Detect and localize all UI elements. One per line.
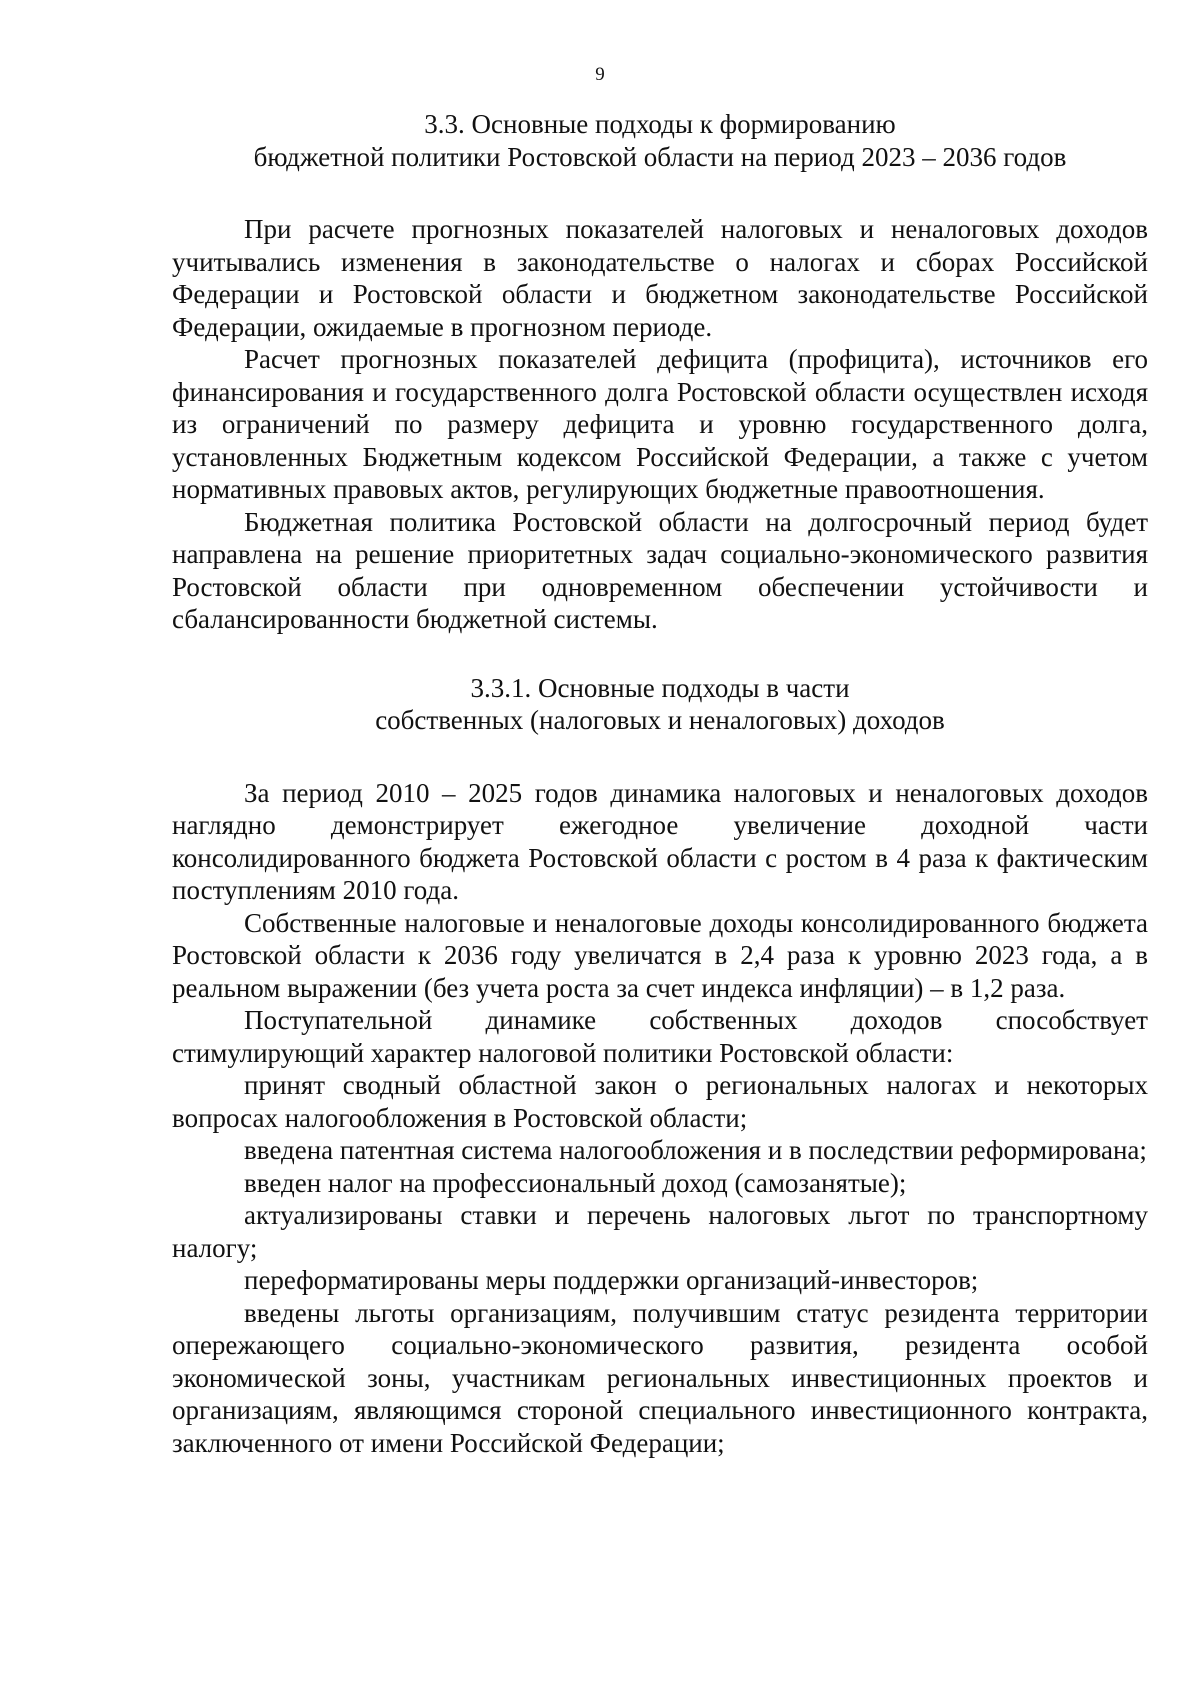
paragraph: Поступательной динамике собственных доходов способствует стимулирующий характер налоговой политики Ростовской области: — [172, 1005, 1148, 1068]
section-heading-line-2: бюджетной политики Ростовской области на период 2023 – 2036 годов — [253, 141, 1067, 172]
paragraph: При расчете прогнозных показателей налоговых и неналоговых доходов учитывались изменения в законодательстве о налогах и сборах Российской Федерации и Ростовской области и бюджетном законодательстве Российской Федерации, ожидаемые в прогнозном периоде. — [172, 214, 1148, 342]
page-number: 9 — [595, 64, 605, 85]
paragraph: Расчет прогнозных показателей дефицита (профицита), источников его финансирования и государственного долга Ростовской области осуществлен исходя из ограничений по размеру дефицита и уровню государственного долга, установленных Бюджетным кодексом Российской Федерации, а также с учетом нормативных правовых актов, регулирующих бюджетные правоотношения. — [172, 344, 1148, 504]
list-item: введены льготы организациям, получившим статус резидента территории опережающего социально-экономического развития, резидента особой экономической зоны, участникам региональных инвестиционных проектов и организациям, являющимся стороной специального инвестиционного контракта, заключенного от имени Российской Федерации; — [172, 1297, 1148, 1458]
list-item: переформатированы меры поддержки организаций-инвесторов; — [244, 1265, 979, 1295]
list-item: актуализированы ставки и перечень налоговых льгот по транспортному налогу; — [172, 1200, 1148, 1263]
subsection-heading-line-2: собственных (налоговых и неналоговых) доходов — [375, 705, 945, 735]
list-item: принят сводный областной закон о региональных налогах и некоторых вопросах налогообложения в Ростовской области; — [172, 1070, 1148, 1133]
list-item: введен налог на профессиональный доход (самозанятые); — [244, 1167, 907, 1198]
paragraph: За период 2010 – 2025 годов динамика налоговых и неналоговых доходов наглядно демонстрирует ежегодное увеличение доходной части консолидированного бюджета Ростовской области с ростом в 4 раза к фактическим поступлениям 2010 года. — [172, 777, 1148, 905]
section-heading-line-1: 3.3. Основные подходы к формированию — [424, 109, 896, 139]
subsection-heading-line-1: 3.3.1. Основные подходы в части — [470, 672, 850, 703]
document-body — [172, 108, 1148, 1459]
paragraph: Бюджетная политика Ростовской области на долгосрочный период будет направлена на решение приоритетных задач социально-экономического развития Ростовской области при одновременном обеспечении устойчивости и сбалансированности бюджетной системы. — [172, 506, 1148, 634]
subsection-heading — [172, 672, 1148, 737]
list-item: введена патентная система налогообложения и в последствии реформирована; — [244, 1135, 1147, 1165]
paragraph: Собственные налоговые и неналоговые доходы консолидированного бюджета Ростовской области к 2036 году увеличатся в 2,4 раза к уровню 2023 года, а в реальном выражении (без учета роста за счет индекса инфляции) – в 1,2 раза. — [172, 907, 1148, 1003]
section-heading — [172, 108, 1148, 173]
